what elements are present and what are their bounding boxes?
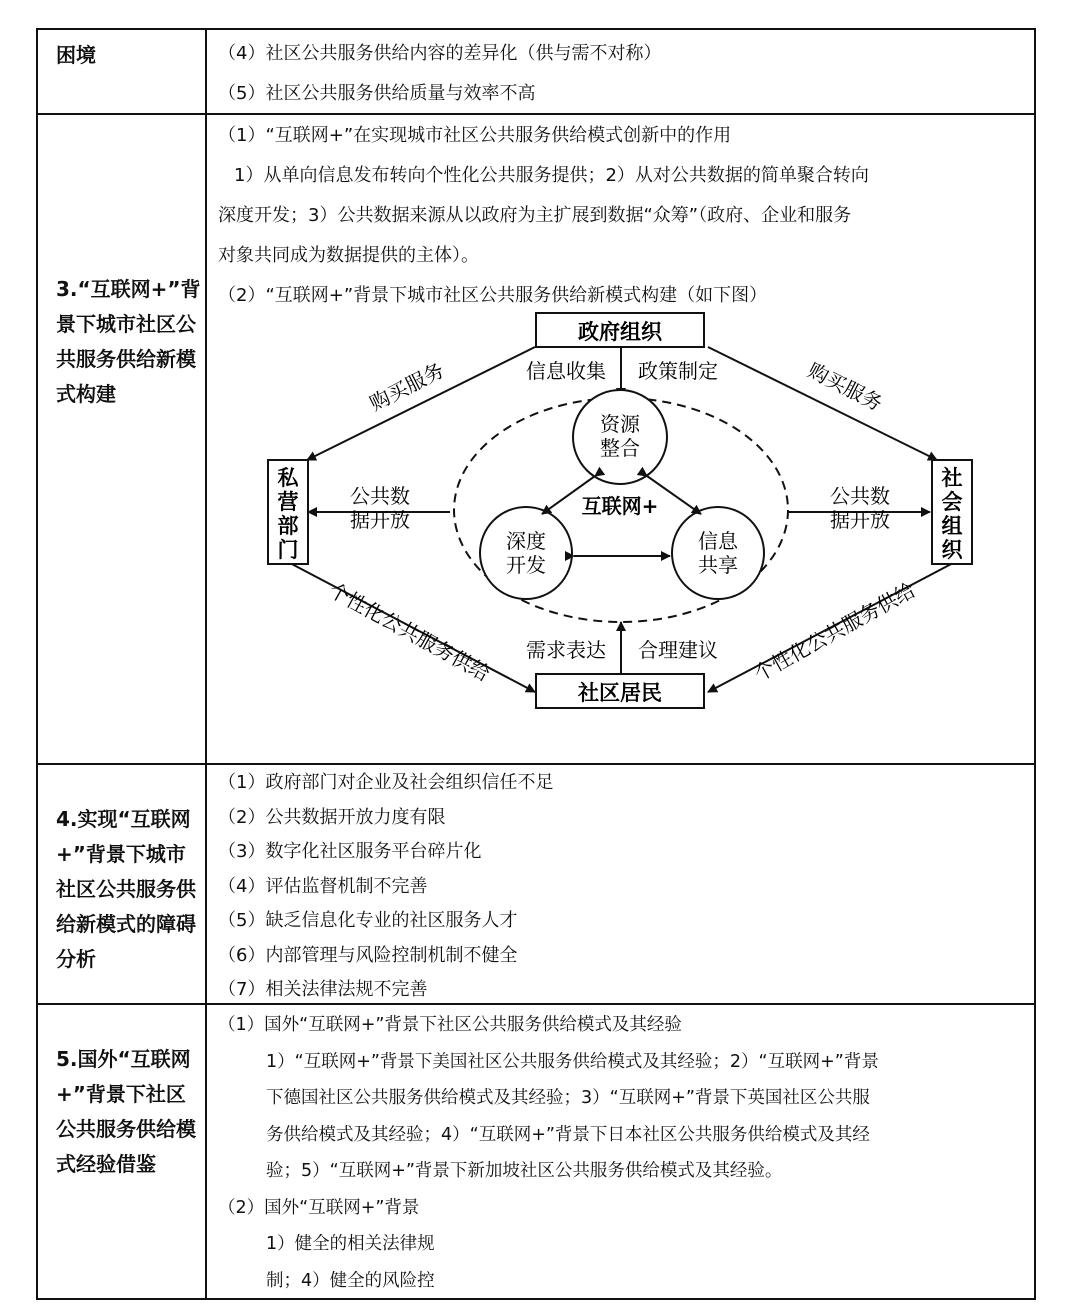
section-title: （2）“互联网+”背景下城市社区公共服务供给新模式构建（如下图） (218, 285, 768, 306)
open-data-left-label: 公共数 (350, 484, 410, 508)
paragraph-line: 深度开发；3）公共数据来源从以政府为主扩展到数据“众筹”（政府、企业和服务 (218, 205, 852, 226)
personal-service-left-label: 个性化公共服务供给 (324, 577, 494, 687)
node-social-char: 会 (941, 490, 963, 514)
row-content-foreign (218, 1007, 1030, 1299)
open-data-left-label: 据开放 (350, 508, 410, 532)
list-item: （1）政府部门对企业及社会组织信任不足 (218, 772, 554, 793)
row-label-foreign: 5.国外“互联网+”背景下社区公共服务供给模式经验借鉴 (56, 1047, 196, 1176)
row-divider (36, 763, 1036, 765)
resource-label: 整合 (600, 436, 640, 460)
list-item: （5）社区公共服务供给质量与效率不高 (218, 83, 536, 104)
open-data-right-label: 据开放 (830, 508, 890, 532)
personal-service-right-label: 个性化公共服务供给 (750, 577, 920, 687)
node-private-char: 私 (277, 466, 299, 490)
paragraph-line: 下德国社区公共服务供给模式及其经验；3）“互联网+”背景下英国社区公共服 (266, 1088, 870, 1108)
list-item: （5）缺乏信息化专业的社区服务人才 (218, 910, 518, 931)
node-private-char: 门 (277, 538, 299, 562)
open-data-right-label: 公共数 (830, 484, 890, 508)
arrow-gov-private (307, 347, 535, 460)
paragraph-line: 制；4）健全的风险控 (266, 1270, 435, 1291)
model-diagram (210, 300, 1030, 730)
row-label-new-model: 3.“互联网+”背景下城市社区公共服务供给新模式构建 (56, 277, 201, 406)
paragraph-line: 务供给模式及其经验；4）“互联网+”背景下日本社区公共服务供给模式及其经 (266, 1124, 870, 1145)
list-item: （3）数字化社区服务平台碎片化 (218, 841, 482, 862)
policy-label: 政策制定 (638, 359, 718, 383)
deep-label: 深度 (506, 529, 546, 553)
section-title: （1）国外“互联网+”背景下社区公共服务供给模式及其经验 (218, 1015, 682, 1035)
paragraph-line: 1）从单向信息发布转向个性化公共服务提供；2）从对公共数据的简单聚合转向 (234, 165, 869, 186)
buy-service-left-label: 购买服务 (365, 357, 448, 416)
row-label-dilemma: 困境 (56, 43, 96, 67)
list-item: （4）社区公共服务供给内容的差异化（供与需不对称） (218, 43, 662, 64)
node-residents-label: 社区居民 (578, 681, 662, 705)
buy-service-right-label: 购买服务 (804, 357, 887, 416)
node-private-char: 营 (277, 490, 299, 514)
row-content-new-model (218, 116, 1030, 316)
node-private-char: 部 (277, 514, 299, 538)
demand-label: 需求表达 (526, 638, 606, 662)
share-label: 共享 (698, 553, 738, 577)
node-gov-label: 政府组织 (578, 320, 662, 344)
section-title: （2）国外“互联网+”背景 (218, 1197, 420, 1218)
row-content-obstacles (218, 766, 1030, 1008)
list-item: （6）内部管理与风险控制机制不健全 (218, 944, 518, 966)
node-social-char: 织 (941, 538, 963, 562)
suggest-label: 合理建议 (638, 638, 718, 662)
deep-label: 开发 (506, 553, 546, 577)
center-label: 互联网+ (581, 494, 659, 518)
node-social-char: 社 (941, 466, 963, 490)
column-divider (205, 28, 207, 1300)
row-label-obstacles: 4.实现“互联网+”背景下城市社区公共服务供给新模式的障碍分析 (56, 807, 196, 971)
paragraph-line: 1）健全的相关法律规 (266, 1234, 435, 1254)
paragraph-line: 1）“互联网+”背景下美国社区公共服务供给模式及其经验；2）“互联网+”背景 (266, 1051, 879, 1072)
share-label: 信息 (698, 529, 738, 553)
paragraph-line: 对象共同成为数据提供的主体）。 (218, 245, 479, 266)
list-item: （4）评估监督机制不完善 (218, 875, 428, 897)
info-collect-label: 信息收集 (526, 359, 606, 383)
paragraph-line: 验；5）“互联网+”背景下新加坡社区公共服务供给模式及其经验。 (266, 1161, 783, 1181)
list-item: （2）公共数据开放力度有限 (218, 806, 446, 828)
node-social-char: 组 (941, 514, 963, 538)
list-item: （7）相关法律法规不完善 (218, 979, 428, 1000)
section-title: （1）“互联网+”在实现城市社区公共服务供给模式创新中的作用 (218, 125, 732, 146)
resource-label: 资源 (600, 412, 640, 436)
row-content-dilemma (218, 34, 1030, 114)
